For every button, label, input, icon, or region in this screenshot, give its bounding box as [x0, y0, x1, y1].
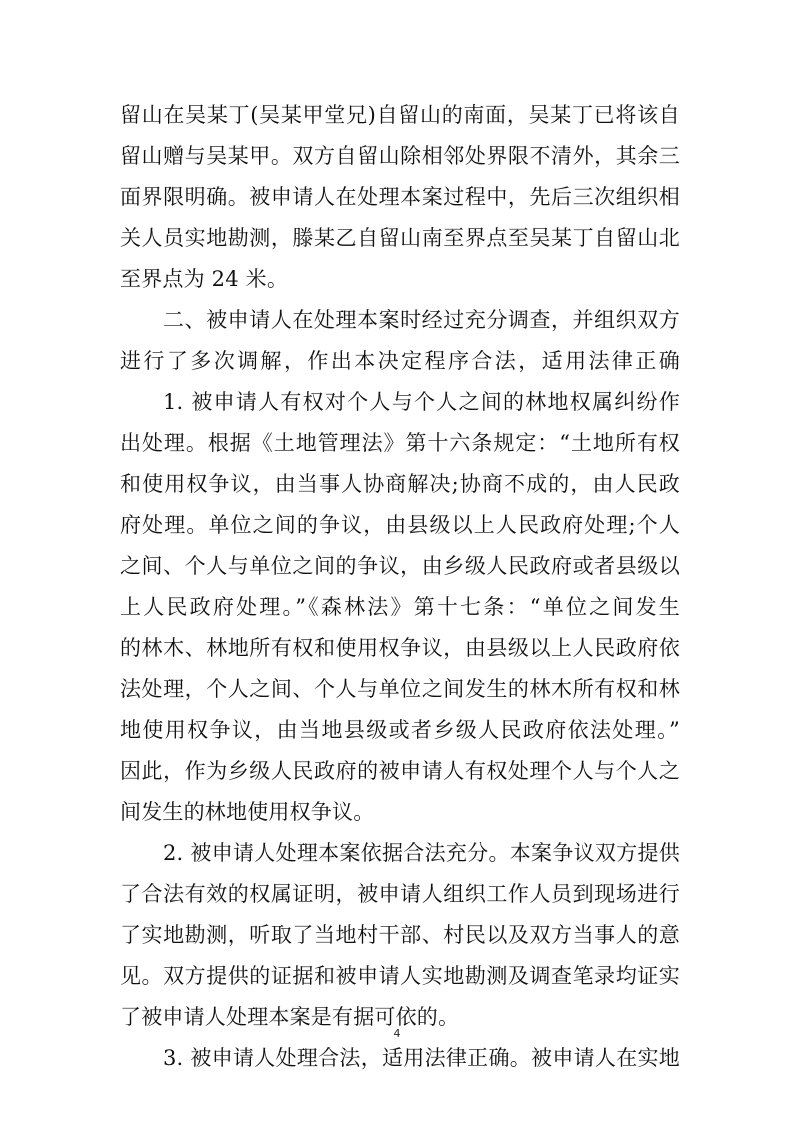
text-line: 出处理。根据《土地管理法》第十六条规定：“土地所有权 [120, 431, 680, 455]
section-heading-continued: 进行了多次调解，作出本决定程序合法，适用法律正确 [120, 349, 680, 373]
text-line: 之间、个人与单位之间的争议，由乡级人民政府或者县级以 [120, 554, 680, 578]
paragraph-2-start: 2. 被申请人处理本案依据合法充分。本案争议双方提供 [163, 841, 680, 865]
text-line: 至界点为 24 米。 [120, 267, 289, 291]
page-number: 4 [393, 1027, 401, 1040]
text-line: 和使用权争议，由当事人协商解决;协商不成的，由人民政 [120, 472, 680, 496]
paragraph-3-start: 3. 被申请人处理合法，适用法律正确。被申请人在实地 [163, 1046, 680, 1070]
section-heading: 二、被申请人在处理本案时经过充分调查，并组织双方 [163, 308, 680, 332]
text-line: 府处理。单位之间的争议，由县级以上人民政府处理;个人 [120, 513, 680, 537]
text-line: 面界限明确。被申请人在处理本案过程中，先后三次组织相 [120, 185, 680, 209]
text-line: 因此，作为乡级人民政府的被申请人有权处理个人与个人之 [120, 759, 680, 783]
text-line: 留山赠与吴某甲。双方自留山除相邻处界限不清外，其余三 [120, 144, 680, 168]
text-line: 见。双方提供的证据和被申请人实地勘测及调查笔录均证实 [120, 964, 680, 988]
text-line: 关人员实地勘测，滕某乙自留山南至界点至吴某丁自留山北 [120, 226, 680, 250]
text-line: 的林木、林地所有权和使用权争议，由县级以上人民政府依 [120, 636, 680, 660]
text-line: 了实地勘测，听取了当地村干部、村民以及双方当事人的意 [120, 923, 680, 947]
text-line: 上人民政府处理。”《森林法》第十七条：“单位之间发生 [120, 595, 680, 619]
text-line: 留山在吴某丁(吴某甲堂兄)自留山的南面，吴某丁已将该自 [120, 103, 680, 127]
text-line: 了合法有效的权属证明，被申请人组织工作人员到现场进行 [120, 882, 680, 906]
text-line: 间发生的林地使用权争议。 [120, 800, 375, 824]
text-line: 了被申请人处理本案是有据可依的。 [120, 1005, 460, 1029]
text-line: 法处理，个人之间、个人与单位之间发生的林木所有权和林 [120, 677, 680, 701]
paragraph-1-start: 1. 被申请人有权对个人与个人之间的林地权属纠纷作 [163, 390, 680, 414]
text-line: 地使用权争议，由当地县级或者乡级人民政府依法处理。” [120, 718, 680, 742]
